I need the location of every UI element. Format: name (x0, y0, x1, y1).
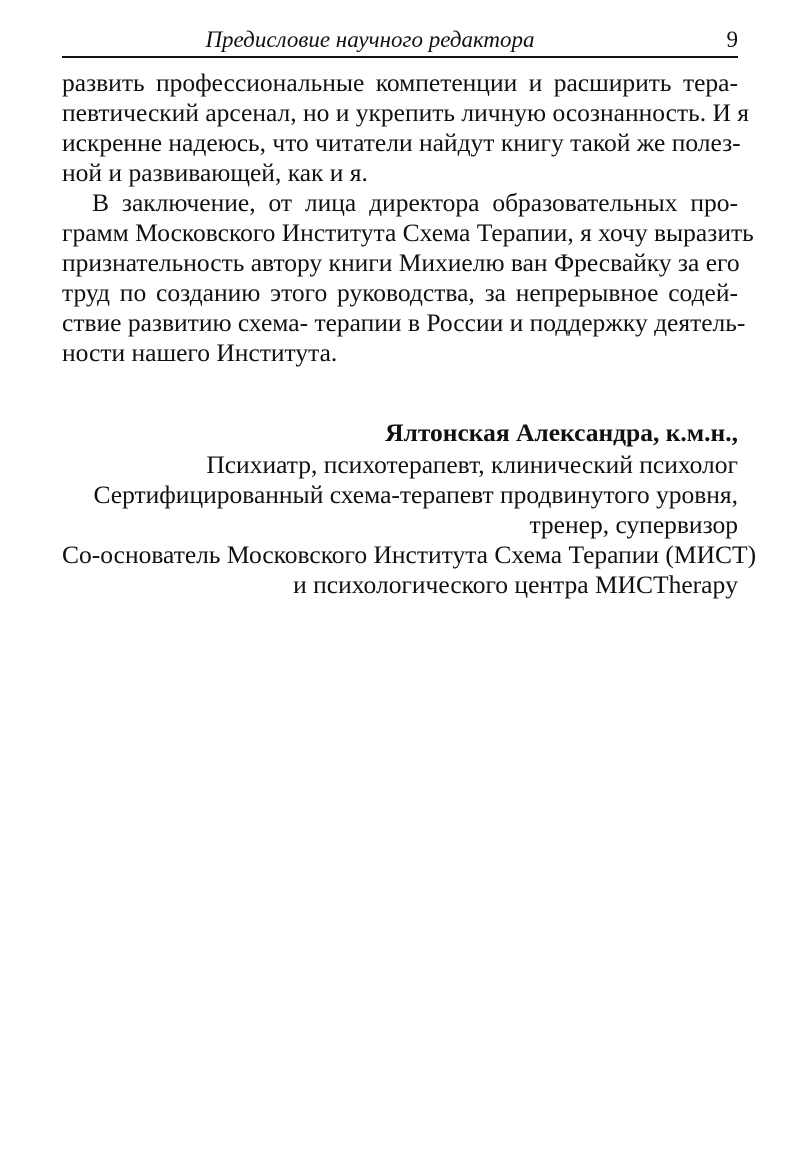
paragraph-2 (62, 188, 754, 368)
book-page (62, 22, 757, 600)
text-line: ной и развивающей, как и я. (62, 158, 368, 187)
paragraph-1 (62, 68, 749, 188)
text-line: грамм Московского Института Схема Терапии, я хочу выразить (62, 218, 754, 247)
text-line: признательность автору книги Михиелю ван Фресвайку за его (62, 248, 740, 277)
text-line: ствие развитию схема- терапии в России и поддержку деятель- (62, 308, 746, 337)
text-line: певтический арсенал, но и укрепить личную осознанность. И я (62, 98, 749, 127)
text-line: В заключение, от лица директора образовательных про- (92, 188, 738, 217)
signature-line: Психиатр, психотерапевт, клинический психолог (206, 450, 738, 479)
text-line: искренне надеюсь, что читатели найдут книгу такой же полез- (62, 128, 741, 157)
text-line: ности нашего Института. (62, 338, 338, 367)
signature-line: Сертифицированный схема-терапевт продвинутого уровня, (93, 480, 738, 509)
signature-line: Со-основатель Московского Института Схема Терапии (МИСТ) (62, 540, 757, 569)
running-head: Предисловие научного редактора (205, 27, 535, 52)
text-line: труд по созданию этого руководства, за непрерывное содей- (62, 278, 738, 307)
text-line: развить профессиональные компетенции и расширить тера- (62, 68, 738, 97)
signature-name: Ялтонская Александра, к.м.н., (385, 418, 738, 447)
page-number: 9 (726, 27, 738, 52)
signature-line: тренер, супервизор (529, 510, 738, 539)
signature-line: и психологического центра МИСTherapy (293, 570, 738, 599)
page-header (62, 22, 738, 58)
body-text (62, 68, 754, 368)
signature-block (62, 418, 757, 600)
